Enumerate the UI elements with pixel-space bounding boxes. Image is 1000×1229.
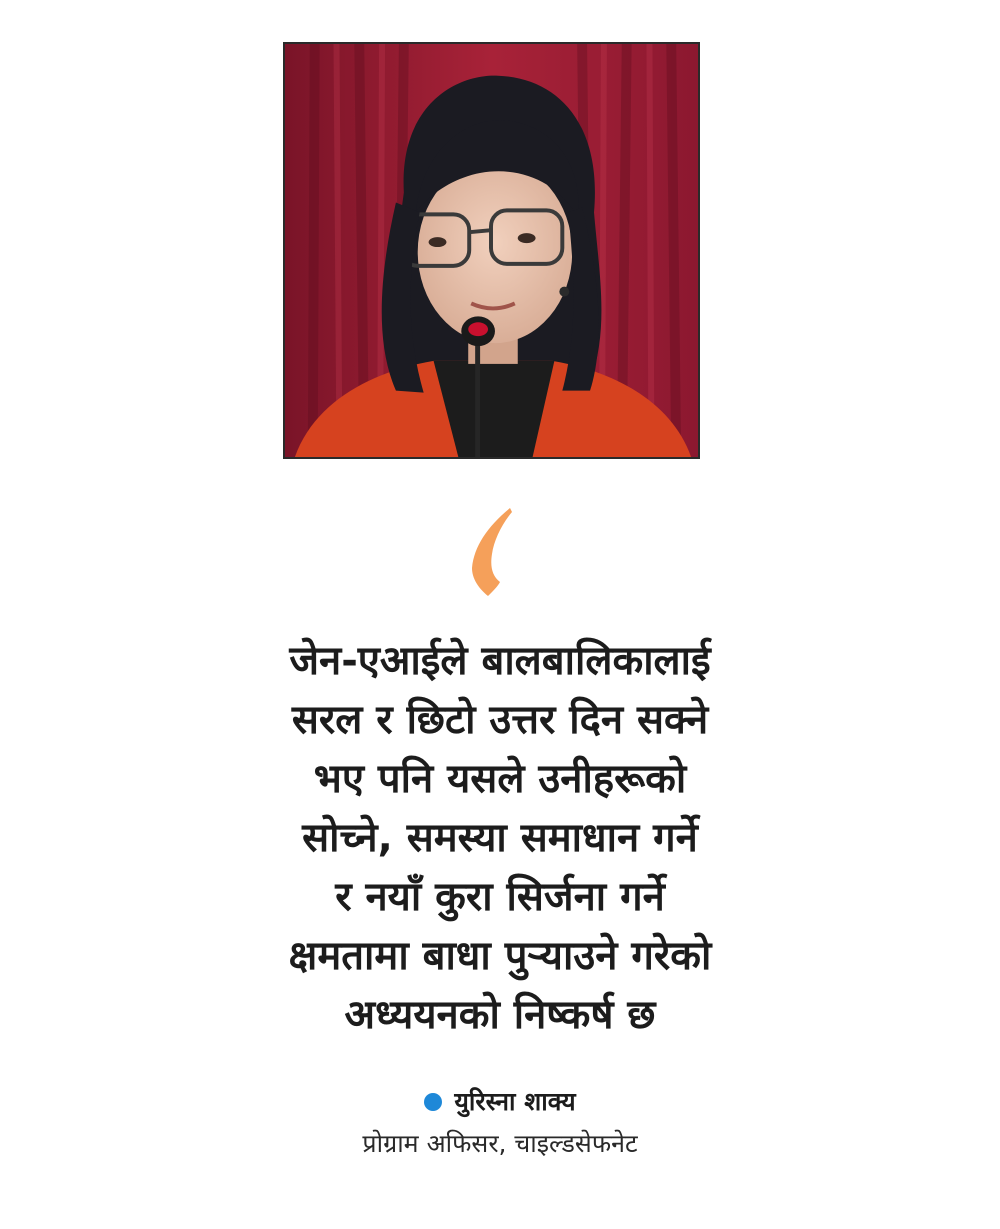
- author-row: [424, 1085, 575, 1119]
- attribution: [250, 1085, 750, 1161]
- speaker-photo: [283, 42, 700, 459]
- pull-quote: [190, 632, 810, 1045]
- quote-mark-icon: [468, 506, 518, 598]
- author-name: युरिस्ना शाक्य: [454, 1087, 576, 1116]
- quote-line: र नयाँ कुरा सिर्जना गर्ने: [335, 874, 665, 920]
- quote-line: क्षमतामा बाधा पुऱ्याउने गरेको: [288, 933, 712, 979]
- bullet-icon: [424, 1093, 442, 1111]
- quote-line: भए पनि यसले उनीहरूको: [313, 756, 687, 802]
- quote-line: सरल र छिटो उत्तर दिन सक्ने: [291, 697, 709, 743]
- quote-line: जेन-एआईले बालबालिकालाई: [289, 638, 711, 684]
- author-title: प्रोग्राम अफिसर, चाइल्डसेफनेट: [362, 1129, 638, 1158]
- quote-line: अध्ययनको निष्कर्ष छ: [344, 992, 656, 1038]
- quote-line: सोच्ने, समस्या समाधान गर्ने: [302, 815, 698, 861]
- speaker-photo-illustration: [285, 44, 698, 457]
